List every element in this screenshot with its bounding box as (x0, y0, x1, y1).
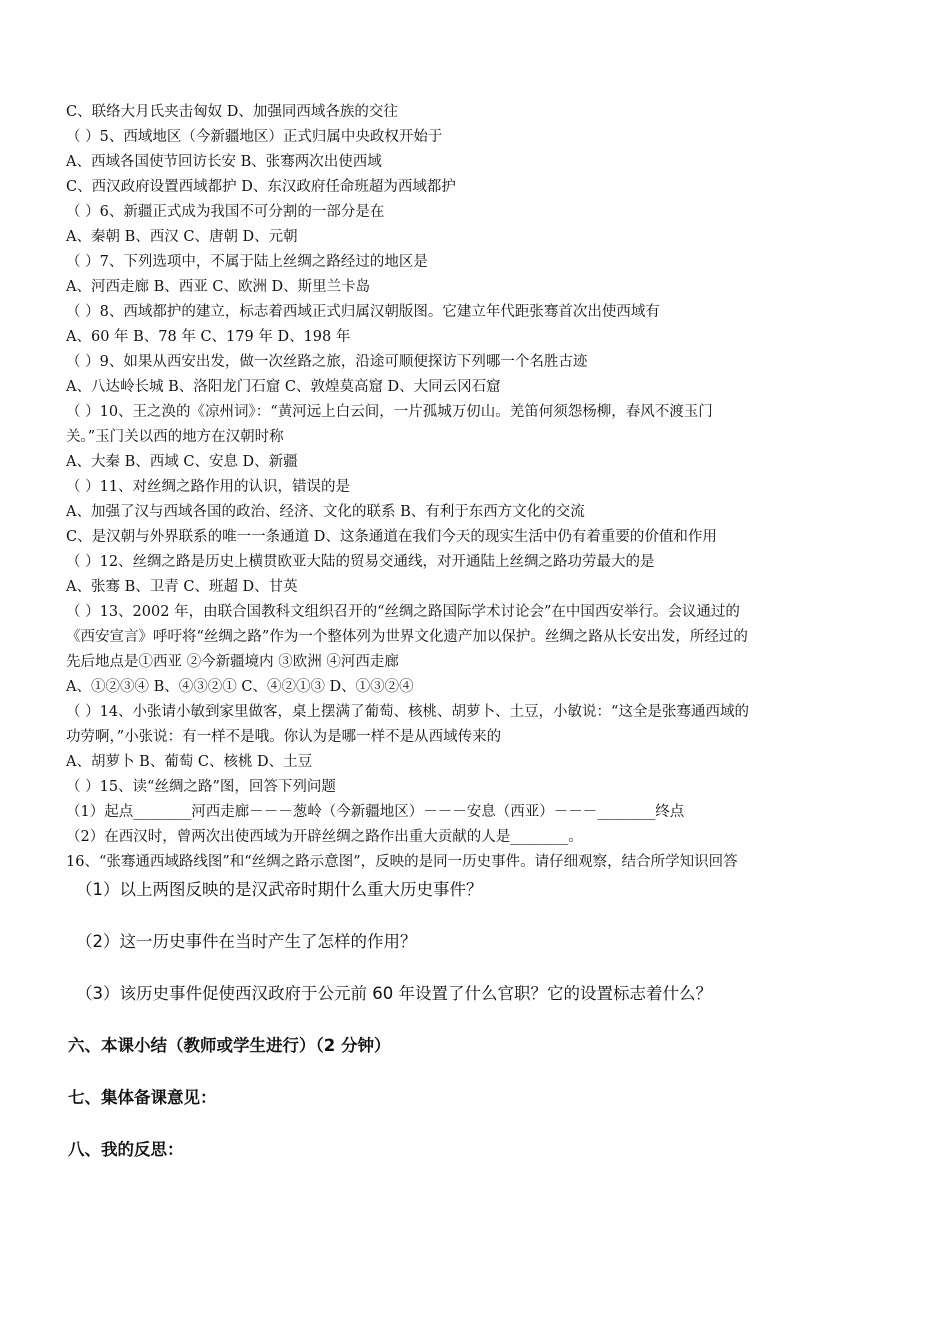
question-12-stem: （ ）12、丝绸之路是历史上横贯欧亚大陆的贸易交通线，对开通陆上丝绸之路功劳最大的是 (66, 554, 655, 570)
question-10-stem-line2: 关。”玉门关以西的地方在汉朝时称 (66, 429, 284, 445)
question-15-part-2: （2）在西汉时，曾两次出使西域为开辟丝绸之路作出重大贡献的人是________。 (66, 829, 583, 845)
question-16-part-3: （3）该历史事件促使西汉政府于公元前 60 年设置了什么官职？它的设置标志着什么？ (76, 984, 712, 1003)
question-9-stem: （ ）9、如果从西安出发，做一次丝路之旅，沿途可顺便探访下列哪一个名胜古迹 (66, 354, 588, 370)
section-reflection-heading: 八、我的反思： (68, 1140, 184, 1159)
question-12-options: A、张骞 B、卫青 C、班超 D、甘英 (66, 579, 298, 595)
question-13-stem-line3: 先后地点是①西亚 ②今新疆境内 ③欧洲 ④河西走廊 (66, 654, 399, 670)
question-13-stem-line2: 《西安宣言》呼吁将“丝绸之路”作为一个整体列为世界文化遗产加以保护。丝绸之路从长安出发，所经过的 (66, 629, 748, 645)
question-10-stem-line1: （ ）10、王之涣的《凉州词》：“黄河远上白云间，一片孤城万仞山。羌笛何须怨杨柳，春风不渡玉门 (66, 404, 713, 420)
question-5-options-ab: A、西域各国使节回访长安 B、张骞两次出使西域 (66, 154, 382, 170)
question-11-options-ab: A、加强了汉与西域各国的政治、经济、文化的联系 B、有利于东西方文化的交流 (66, 504, 585, 520)
question-16-part-2: （2）这一历史事件在当时产生了怎样的作用？ (76, 932, 417, 951)
question-11-stem: （ ）11、对丝绸之路作用的认识，错误的是 (66, 479, 351, 495)
question-14-stem-line2: 功劳啊，”小张说：有一样不是哦。你认为是哪一样不是从西域传来的 (66, 729, 502, 745)
worksheet-page (66, 100, 896, 1163)
question-8-options: A、60 年 B、78 年 C、179 年 D、198 年 (66, 329, 351, 345)
question-11-options-cd: C、是汉朝与外界联系的唯一一条通道 D、这条通道在我们今天的现实生活中仍有着重要的价值和作用 (66, 529, 717, 545)
question-14-options: A、胡萝卜 B、葡萄 C、核桃 D、土豆 (66, 754, 313, 770)
question-13-options: A、①②③④ B、④③②① C、④②①③ D、①③②④ (66, 679, 414, 695)
question-4-options-cd: C、联络大月氏夹击匈奴 D、加强同西域各族的交往 (66, 104, 398, 120)
question-16-stem: 16、“张骞通西域路线图”和“丝绸之路示意图”，反映的是同一历史事件。请仔细观察，结合所学知识回答 (66, 854, 738, 870)
question-16-part-1: （1）以上两图反映的是汉武帝时期什么重大历史事件？ (76, 880, 483, 899)
question-5-options-cd: C、西汉政府设置西域都护 D、东汉政府任命班超为西域都护 (66, 179, 456, 195)
question-9-options: A、八达岭长城 B、洛阳龙门石窟 C、敦煌莫高窟 D、大同云冈石窟 (66, 379, 501, 395)
question-6-stem: （ ）6、新疆正式成为我国不可分割的一部分是在 (66, 204, 385, 220)
question-13-stem-line1: （ ）13、2002 年，由联合国教科文组织召开的“丝绸之路国际学术讨论会”在中国西安举行。会议通过的 (66, 604, 740, 620)
question-10-options: A、大秦 B、西域 C、安息 D、新疆 (66, 454, 298, 470)
section-summary-heading: 六、本课小结（教师或学生进行）（2 分钟） (68, 1036, 391, 1055)
section-group-prep-heading: 七、集体备课意见： (68, 1088, 217, 1107)
question-7-options: A、河西走廊 B、西亚 C、欧洲 D、斯里兰卡岛 (66, 279, 371, 295)
question-15-part-1: （1）起点________河西走廊－－－葱岭（今新疆地区）－－－安息（西亚）－－－________终点 (66, 804, 685, 820)
question-5-stem: （ ）5、西域地区（今新疆地区）正式归属中央政权开始于 (66, 129, 443, 145)
question-14-stem-line1: （ ）14、小张请小敏到家里做客，桌上摆满了葡萄、核桃、胡萝卜、土豆，小敏说：“这全是张骞通西域的 (66, 704, 749, 720)
question-7-stem: （ ）7、下列选项中，不属于陆上丝绸之路经过的地区是 (66, 254, 428, 270)
question-6-options: A、秦朝 B、西汉 C、唐朝 D、元朝 (66, 229, 298, 245)
question-8-stem: （ ）8、西域都护的建立，标志着西域正式归属汉朝版图。它建立年代距张骞首次出使西域有 (66, 304, 660, 320)
question-15-stem: （ ）15、读“丝绸之路”图，回答下列问题 (66, 779, 336, 795)
